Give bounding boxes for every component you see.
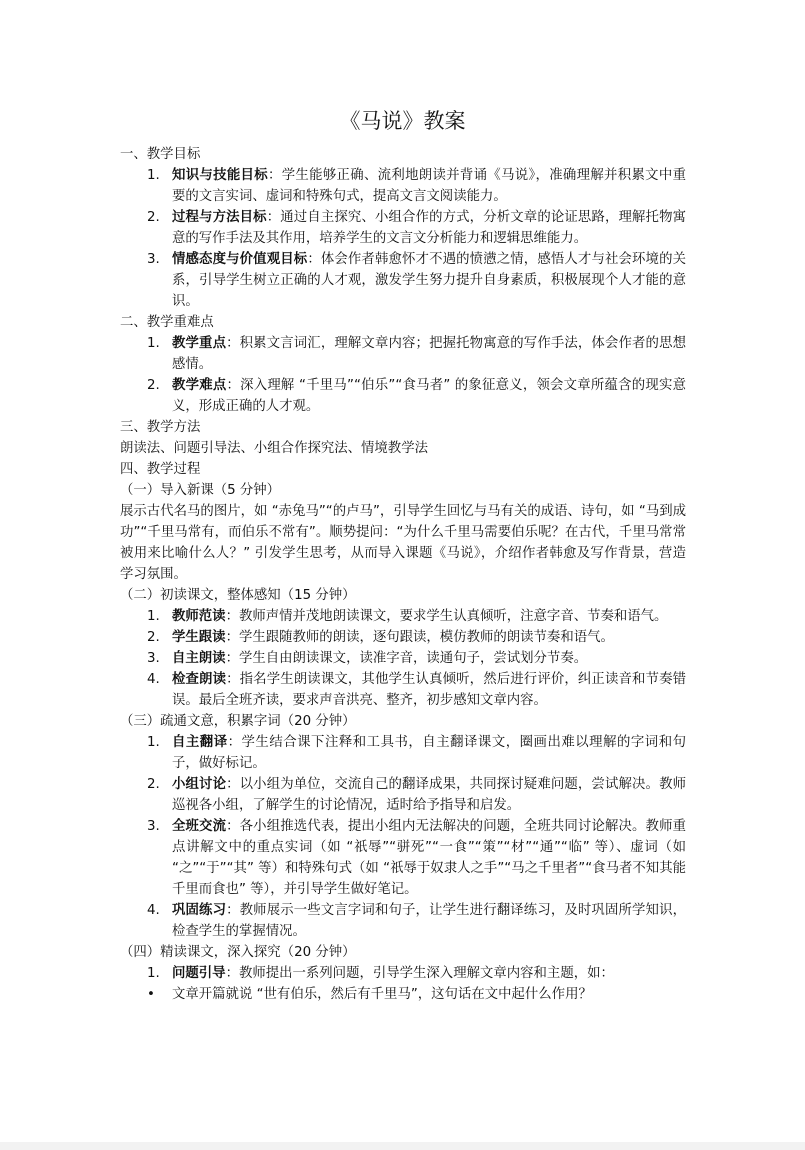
list-number: 2. bbox=[147, 378, 160, 393]
item-term: 全班交流 bbox=[172, 819, 227, 834]
list-number: 2. bbox=[147, 777, 160, 792]
item-term: 巩固练习 bbox=[172, 903, 227, 918]
item-text: ：教师提出一系列问题，引导学生深入理解文章内容和主题，如： bbox=[225, 966, 614, 981]
item-text: ：积累文言词汇，理解文章内容；把握托物寓意的写作手法，体会作者的思想感情。 bbox=[172, 336, 687, 372]
list-item bbox=[120, 774, 686, 816]
list-item bbox=[120, 900, 686, 942]
reading-list bbox=[120, 606, 686, 711]
page-bottom-edge bbox=[0, 1142, 805, 1150]
item-term: 教学重点 bbox=[172, 336, 227, 351]
subsection-heading-intro: （一）导入新课（5 分钟） bbox=[120, 483, 281, 498]
bullet-item bbox=[120, 984, 686, 1005]
item-term: 检查朗读 bbox=[172, 672, 227, 687]
list-number: 4. bbox=[147, 903, 160, 918]
item-text: ：学生自由朗读课文，读准字音，读通句子，尝试划分节奏。 bbox=[225, 651, 588, 666]
explore-list bbox=[120, 963, 686, 984]
key-points-list bbox=[120, 333, 686, 417]
section-heading-key-points: 二、教学重难点 bbox=[120, 315, 214, 330]
item-text: ：通过自主探究、小组合作的方式，分析文章的论证思路，理解托物寓意的写作手法及其作用，培养学生的文言文分析能力和逻辑思维能力。 bbox=[172, 210, 687, 246]
list-number: 3. bbox=[147, 819, 160, 834]
section-heading-goals: 一、教学目标 bbox=[120, 147, 201, 162]
item-term: 教师范读 bbox=[172, 609, 226, 624]
list-item bbox=[120, 375, 686, 417]
item-text: ：教师声情并茂地朗读课文，要求学生认真倾听，注意字音、节奏和语气。 bbox=[225, 609, 668, 624]
list-number: 3. bbox=[147, 252, 160, 267]
list-number: 1. bbox=[147, 966, 160, 981]
list-number: 2. bbox=[147, 630, 160, 645]
item-term: 知识与技能目标 bbox=[172, 168, 268, 183]
document-title: 《马说》教案 bbox=[339, 109, 466, 133]
item-text: ：学生跟随教师的朗读，逐句跟读，模仿教师的朗读节奏和语气。 bbox=[225, 630, 614, 645]
section-heading-process: 四、教学过程 bbox=[120, 462, 201, 477]
list-number: 1. bbox=[147, 735, 160, 750]
list-item bbox=[120, 816, 686, 900]
item-term: 学生跟读 bbox=[172, 630, 226, 645]
list-number: 1. bbox=[147, 609, 160, 624]
item-term: 过程与方法目标 bbox=[172, 210, 267, 225]
item-term: 自主翻译 bbox=[172, 735, 228, 750]
item-term: 教学难点 bbox=[172, 378, 227, 393]
list-item bbox=[120, 648, 686, 669]
item-term: 问题引导 bbox=[172, 966, 226, 981]
list-number: 2. bbox=[147, 210, 160, 225]
item-text: ：深入理解 “千里马”“伯乐”“食马者” 的象征意义，领会文章所蕴含的现实意义，形成正确的人才观。 bbox=[172, 378, 686, 414]
subsection-heading-translation: （三）疏通文意，积累字词（20 分钟） bbox=[120, 714, 356, 729]
list-item bbox=[120, 333, 686, 375]
list-number: 4. bbox=[147, 672, 160, 687]
item-text: ：体会作者韩愈怀才不遇的愤懑之情，感悟人才与社会环境的关系，引导学生树立正确的人才观，激发学生努力提升自身素质，积极展现个人才能的意识。 bbox=[172, 252, 687, 309]
section-heading-methods: 三、教学方法 bbox=[120, 420, 201, 435]
document-body bbox=[120, 144, 686, 1005]
item-term: 情感态度与价值观目标 bbox=[172, 252, 308, 267]
item-term: 小组讨论 bbox=[172, 777, 227, 792]
list-number: 1. bbox=[147, 336, 160, 351]
item-term: 自主朗读 bbox=[172, 651, 226, 666]
goals-list bbox=[120, 165, 686, 312]
intro-paragraph: 展示古代名马的图片，如 “赤兔马”“的卢马”，引导学生回忆与马有关的成语、诗句，如 “马到成功”“千里马常有，而伯乐不常有”。顺势提问：“为什么千里马需要伯乐呢？在古代，千里马常常被用来比喻什么人？” 引发学生思考，从而导入课题《马说》，介绍作者韩愈及写作背景，营造学习氛围。 bbox=[120, 504, 686, 582]
item-text: ：指名学生朗读课文，其他学生认真倾听，然后进行评价，纠正读音和节奏错误。最后全班齐读，要求声音洪亮、整齐，初步感知文章内容。 bbox=[172, 672, 687, 708]
subsection-heading-explore: （四）精读课文，深入探究（20 分钟） bbox=[120, 945, 356, 960]
list-number: 1. bbox=[147, 168, 160, 183]
explore-bullets bbox=[120, 984, 686, 1005]
translation-list bbox=[120, 732, 686, 942]
list-item bbox=[120, 627, 686, 648]
list-item bbox=[120, 606, 686, 627]
item-text: ：教师展示一些文言字词和句子，让学生进行翻译练习，及时巩固所学知识，检查学生的掌握情况。 bbox=[172, 903, 687, 939]
subsection-heading-reading: （二）初读课文，整体感知（15 分钟） bbox=[120, 588, 356, 603]
list-item bbox=[120, 165, 686, 207]
methods-text: 朗读法、问题引导法、小组合作探究法、情境教学法 bbox=[120, 441, 428, 456]
list-item bbox=[120, 732, 686, 774]
list-item bbox=[120, 963, 686, 984]
item-text: ：学生结合课下注释和工具书，自主翻译课文，圈画出难以理解的字词和句子，做好标记。 bbox=[172, 735, 686, 771]
bullet-text: 文章开篇就说 “世有伯乐，然后有千里马”，这句话在文中起什么作用？ bbox=[172, 987, 592, 1002]
list-number: 3. bbox=[147, 651, 160, 666]
bullet-mark: • bbox=[147, 987, 155, 1002]
list-item bbox=[120, 249, 686, 312]
item-text: ：以小组为单位，交流自己的翻译成果，共同探讨疑难问题，尝试解决。教师巡视各小组，了解学生的讨论情况，适时给予指导和启发。 bbox=[172, 777, 687, 813]
list-item bbox=[120, 207, 686, 249]
item-text: ：学生能够正确、流利地朗读并背诵《马说》，准确理解并积累文中重要的文言实词、虚词和特殊句式，提高文言文阅读能力。 bbox=[172, 168, 686, 204]
list-item bbox=[120, 669, 686, 711]
item-text: ：各小组推选代表，提出小组内无法解决的问题，全班共同讨论解决。教师重点讲解文中的重点实词（如 “祇辱”“骈死”“一食”“策”“材”“通”“临” 等）、虚词（如 “之”“于”“其” 等）和特殊句式（如 “祇辱于奴隶人之手”“马之千里者”“食马者不知其能千里而食也” 等），并引导学生做好笔记。 bbox=[172, 819, 687, 897]
